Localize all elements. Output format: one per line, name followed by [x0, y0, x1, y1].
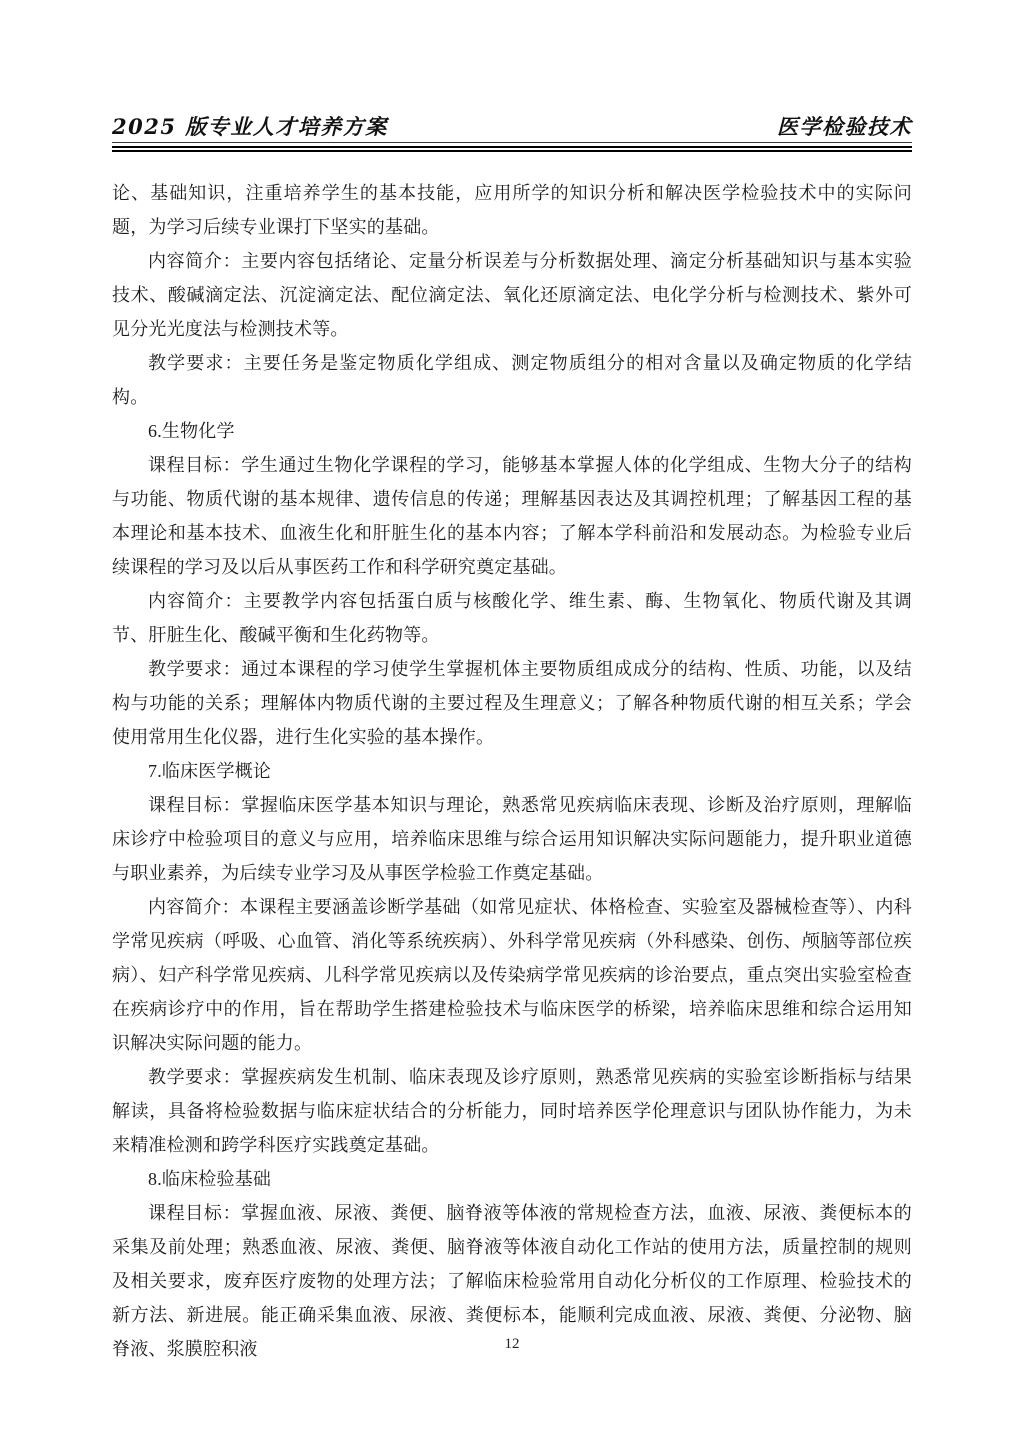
page-footer	[0, 1336, 1024, 1353]
paragraph: 内容简介：主要教学内容包括蛋白质与核酸化学、维生素、酶、生物氧化、物质代谢及其调节、肝脏生化、酸碱平衡和生化药物等。	[112, 591, 912, 645]
paragraph: 论、基础知识，注重培养学生的基本技能，应用所学的知识分析和解决医学检验技术中的实际问题，为学习后续专业课打下坚实的基础。	[112, 183, 912, 237]
paragraph: 7.临床医学概论	[148, 761, 272, 781]
paragraph: 课程目标：学生通过生物化学课程的学习，能够基本掌握人体的化学组成、生物大分子的结构与功能、物质代谢的基本规律、遗传信息的传递；理解基因表达及其调控机理；了解基因工程的基本理论和基本技术、血液生化和肝脏生化的基本内容；了解本学科前沿和发展动态。为检验专业后续课程的学习及以后从事医药工作和科学研究奠定基础。	[112, 455, 912, 577]
header-left-title: 2025 版专业人才培养方案	[112, 114, 388, 139]
page-number: 12	[504, 1336, 520, 1352]
page-header	[112, 114, 912, 152]
paragraph: 教学要求：掌握疾病发生机制、临床表现及诊疗原则，熟悉常见疾病的实验室诊断指标与结果解读，具备将检验数据与临床症状结合的分析能力，同时培养医学伦理意识与团队协作能力，为未来精准检测和跨学科医疗实践奠定基础。	[112, 1067, 912, 1155]
document-body	[112, 176, 912, 1366]
paragraph: 教学要求：主要任务是鉴定物质化学组成、测定物质组分的相对含量以及确定物质的化学结构。	[112, 353, 912, 407]
paragraph: 内容简介：本课程主要涵盖诊断学基础（如常见症状、体格检查、实验室及器械检查等）、内科学常见疾病（呼吸、心血管、消化等系统疾病）、外科学常见疾病（外科感染、创伤、颅脑等部位疾病）、妇产科学常见疾病、儿科学常见疾病以及传染病学常见疾病的诊治要点，重点突出实验室检查在疾病诊疗中的作用，旨在帮助学生搭建检验技术与临床医学的桥梁，培养临床思维和综合运用知识解决实际问题的能力。	[112, 897, 912, 1053]
paragraph: 6.生物化学	[148, 421, 235, 441]
header-rule-thin	[112, 142, 912, 143]
paragraph: 教学要求：通过本课程的学习使学生掌握机体主要物质组成成分的结构、性质、功能，以及结构与功能的关系；理解体内物质代谢的主要过程及生理意义；了解各种物质代谢的相互关系；学会使用常用生化仪器，进行生化实验的基本操作。	[112, 659, 912, 747]
paragraph: 课程目标：掌握血液、尿液、粪便、脑脊液等体液的常规检查方法，血液、尿液、粪便标本的采集及前处理；熟悉血液、尿液、粪便、脑脊液等体液自动化工作站的使用方法，质量控制的规则及相关要求，废弃医疗废物的处理方法；了解临床检验常用自动化分析仪的工作原理、检验技术的新方法、新进展。能正确采集血液、尿液、粪便标本，能顺利完成血液、尿液、粪便、分泌物、脑脊液、浆膜腔积液	[112, 1203, 912, 1359]
header-rule-thick	[112, 146, 912, 152]
paragraph: 内容简介：主要内容包括绪论、定量分析误差与分析数据处理、滴定分析基础知识与基本实验技术、酸碱滴定法、沉淀滴定法、配位滴定法、氧化还原滴定法、电化学分析与检测技术、紫外可见分光光度法与检测技术等。	[112, 251, 912, 339]
paragraph: 课程目标：掌握临床医学基本知识与理论，熟悉常见疾病临床表现、诊断及治疗原则，理解临床诊疗中检验项目的意义与应用，培养临床思维与综合运用知识解决实际问题能力，提升职业道德与职业素养，为后续专业学习及从事医学检验工作奠定基础。	[112, 795, 912, 883]
header-right-title: 医学检验技术	[777, 114, 912, 139]
header-titles	[112, 114, 912, 140]
paragraph: 8.临床检验基础	[148, 1169, 272, 1189]
